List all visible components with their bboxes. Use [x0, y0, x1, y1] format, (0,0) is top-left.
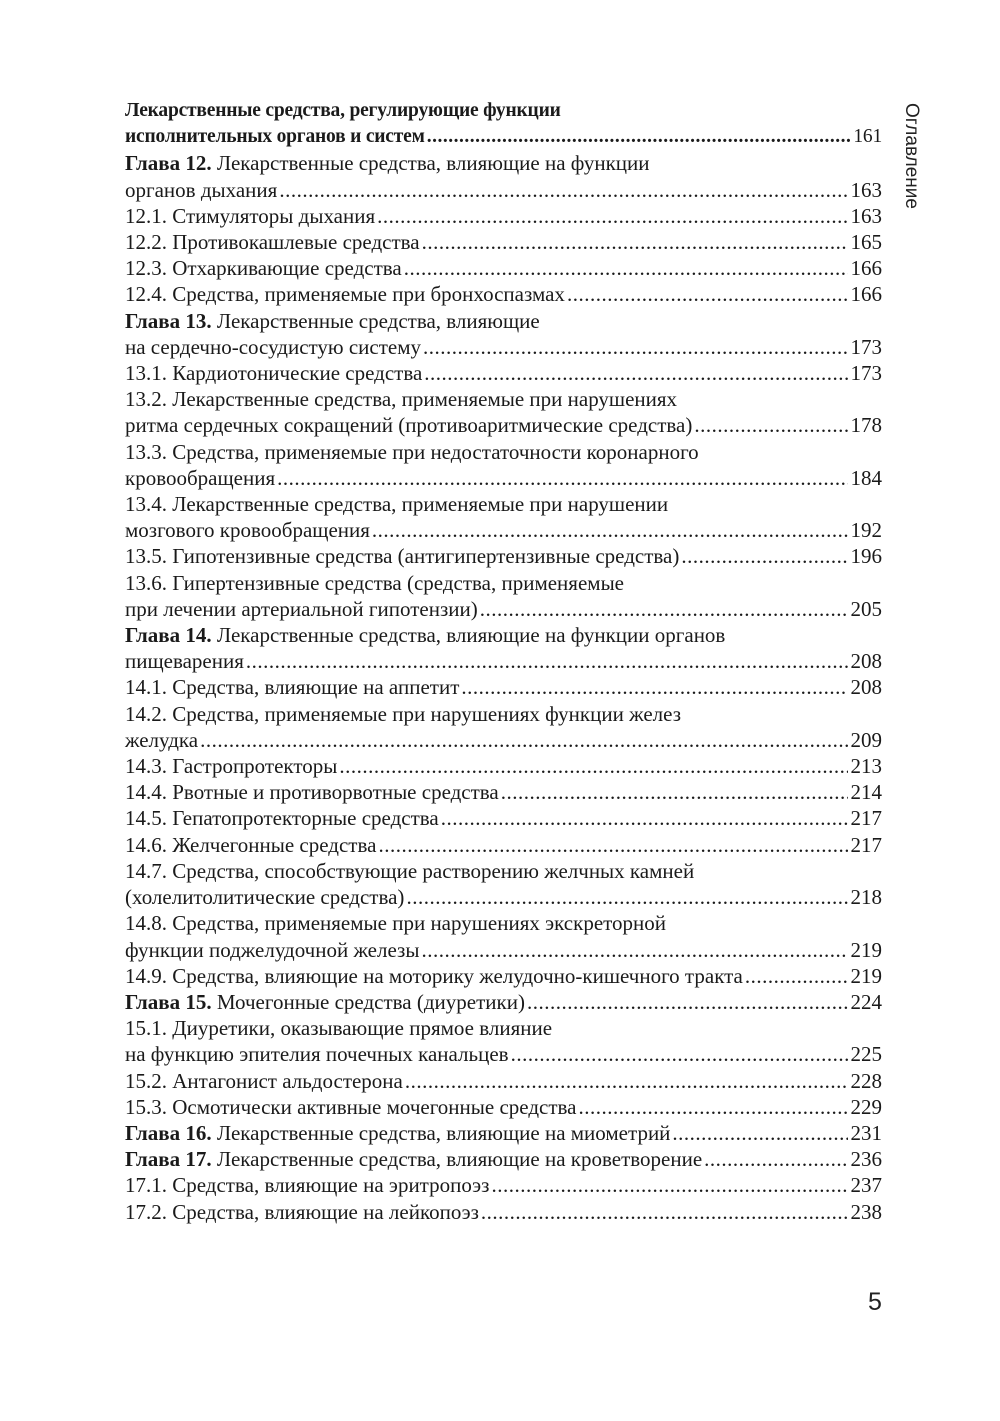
toc-entry-line	[125, 281, 882, 307]
toc-entry[interactable]	[125, 1094, 882, 1120]
toc-entry-line	[125, 1041, 882, 1067]
toc-entry[interactable]	[125, 963, 882, 989]
toc-entry-text: 14.5. Гепатопротекторные средства	[125, 806, 439, 831]
toc-entry-text: 14.3. Гастропротекторы	[125, 754, 338, 779]
toc-entry-line	[125, 779, 882, 805]
toc-page-number: 208	[850, 649, 882, 674]
toc-entry[interactable]	[125, 701, 882, 753]
dot-leader	[423, 334, 847, 360]
dot-leader	[422, 229, 848, 255]
dot-leader	[427, 124, 851, 150]
toc-page-number: 161	[853, 126, 882, 148]
dot-leader	[672, 1120, 847, 1146]
toc-page-number: 214	[850, 780, 882, 805]
toc-entry-text: 12.4. Средства, применяемые при бронхоспазмах	[125, 282, 565, 307]
toc-entry-text: Лекарственные средства, влияющие на кроветворение	[211, 1147, 703, 1172]
toc-entry-text: 17.2. Средства, влияющие на лейкопоэз	[125, 1199, 479, 1224]
dot-leader	[578, 1094, 847, 1120]
toc-entry-line	[125, 727, 882, 753]
toc-entry-text: (холелитолитические средства)	[125, 885, 405, 910]
toc-page-number: 218	[850, 885, 882, 910]
toc-entry[interactable]	[125, 622, 882, 674]
chapter-label: Глава 13.	[125, 308, 212, 333]
toc-entry-text: 14.6. Желчегонные средства	[125, 832, 377, 857]
toc-page-number: 166	[850, 282, 882, 307]
toc-entry-text: на сердечно-сосудистую систему	[125, 334, 422, 359]
toc-page-number: 209	[850, 727, 882, 752]
toc-entry-line	[125, 1015, 882, 1041]
toc-page-number: 231	[850, 1120, 882, 1145]
dot-leader	[567, 281, 848, 307]
dot-leader	[377, 203, 847, 229]
toc-entry-line	[125, 150, 882, 176]
toc-entry-line	[125, 884, 882, 910]
dot-leader	[405, 1068, 848, 1094]
chapter-label: Глава 14.	[125, 623, 212, 648]
toc-entry[interactable]	[125, 570, 882, 622]
toc-entry-text: мозгового кровообращения	[125, 518, 370, 543]
chapter-label: Глава 15.	[125, 989, 212, 1014]
toc-entry-line	[125, 439, 882, 465]
toc-page-number: 219	[850, 937, 882, 962]
toc-page-number: 238	[850, 1199, 882, 1224]
dot-leader	[491, 1172, 847, 1198]
dot-leader	[200, 727, 847, 753]
toc-entry-line	[125, 491, 882, 517]
toc-entry-line	[125, 858, 882, 884]
dot-leader	[481, 1199, 848, 1225]
toc-entry-text: Лекарственные средства, влияющие	[211, 308, 540, 333]
chapter-label: Глава 16.	[125, 1120, 212, 1145]
toc-entry[interactable]	[125, 1120, 882, 1146]
toc-entry-text: 14.4. Рвотные и противорвотные средства	[125, 780, 499, 805]
toc-entry-line	[125, 1146, 882, 1172]
toc-entry-line	[125, 963, 882, 989]
toc-entry-text: 14.1. Средства, влияющие на аппетит	[125, 675, 460, 700]
toc-entry-line	[125, 753, 882, 779]
toc-entry[interactable]	[125, 753, 882, 779]
toc-entry[interactable]	[125, 281, 882, 307]
toc-page-number: 165	[850, 230, 882, 255]
toc-entry[interactable]	[125, 1146, 882, 1172]
toc-entry-text: 12.2. Противокашлевые средства	[125, 230, 420, 255]
toc-entry-text: 12.3. Отхаркивающие средства	[125, 256, 402, 281]
toc-page-number: 173	[850, 361, 882, 386]
toc-page-number: 196	[850, 544, 882, 569]
toc-entry[interactable]	[125, 150, 882, 202]
toc-entry-line	[125, 360, 882, 386]
dot-leader	[279, 177, 847, 203]
toc-entry-line	[125, 805, 882, 831]
toc-entry[interactable]	[125, 98, 882, 150]
toc-entry-line	[125, 517, 882, 543]
dot-leader	[372, 517, 848, 543]
toc-entry-line	[125, 596, 882, 622]
page-number: 5	[868, 1288, 882, 1316]
toc-entry-text: 14.9. Средства, влияющие на моторику желудочно-кишечного тракта	[125, 963, 743, 988]
toc-entry-line	[125, 1120, 882, 1146]
toc-page-number: 225	[850, 1042, 882, 1067]
toc-page-number: 217	[850, 832, 882, 857]
chapter-label: Глава 12.	[125, 151, 212, 176]
toc-entry[interactable]	[125, 386, 882, 438]
toc-entry-text: 14.7. Средства, способствующие растворению желчных камней	[125, 858, 695, 883]
dot-leader	[694, 412, 847, 438]
toc-entry-line	[125, 98, 882, 124]
toc-entry-line	[125, 648, 882, 674]
dot-leader	[501, 779, 848, 805]
toc-entry-text: органов дыхания	[125, 177, 278, 202]
toc-page-number: 178	[850, 413, 882, 438]
toc-page-number: 205	[850, 596, 882, 621]
toc-entry-text: на функцию эпителия почечных канальцев	[125, 1042, 509, 1067]
toc-entry[interactable]	[125, 543, 882, 569]
toc-entry[interactable]	[125, 255, 882, 281]
dot-leader	[406, 884, 847, 910]
toc-page-number: 219	[850, 963, 882, 988]
table-of-contents	[125, 98, 882, 1225]
toc-entry[interactable]	[125, 910, 882, 962]
toc-entry-text: кровообращения	[125, 465, 276, 490]
toc-page-number: 208	[850, 675, 882, 700]
dot-leader	[441, 805, 848, 831]
toc-page-number: 184	[850, 465, 882, 490]
toc-entry-text: функции поджелудочной железы	[125, 937, 420, 962]
toc-entry-text: Лекарственные средства, регулирующие функции	[125, 100, 561, 121]
toc-entry-text: 13.3. Средства, применяемые при недостаточности коронарного	[125, 439, 699, 464]
toc-page-number: 229	[850, 1094, 882, 1119]
toc-entry-line	[125, 1068, 882, 1094]
toc-entry-line	[125, 203, 882, 229]
toc-entry[interactable]	[125, 308, 882, 360]
toc-page-number: 237	[850, 1173, 882, 1198]
toc-entry-line	[125, 674, 882, 700]
toc-entry-text: 14.8. Средства, применяемые при нарушениях экскреторной	[125, 911, 667, 936]
toc-entry-text: желудка	[125, 727, 199, 752]
toc-entry-text: 15.3. Осмотически активные мочегонные средства	[125, 1094, 577, 1119]
toc-entry-text: 13.2. Лекарственные средства, применяемые при нарушениях	[125, 387, 678, 412]
toc-page-number: 224	[850, 989, 882, 1014]
toc-entry-line	[125, 622, 882, 648]
toc-entry[interactable]	[125, 832, 882, 858]
toc-entry-line	[125, 701, 882, 727]
toc-entry-text: Лекарственные средства, влияющие на миометрий	[211, 1120, 671, 1145]
toc-entry[interactable]	[125, 229, 882, 255]
toc-entry-text: 17.1. Средства, влияющие на эритропоэз	[125, 1173, 490, 1198]
toc-page-number: 192	[850, 518, 882, 543]
toc-page-number: 166	[850, 256, 882, 281]
toc-entry[interactable]	[125, 858, 882, 910]
toc-page-number: 163	[850, 177, 882, 202]
dot-leader	[480, 596, 848, 622]
toc-entry-text: 12.1. Стимуляторы дыхания	[125, 203, 376, 228]
toc-entry-line	[125, 989, 882, 1015]
toc-entry-text: Лекарственные средства, влияющие на функции органов	[211, 623, 726, 648]
dot-leader	[745, 963, 848, 989]
toc-entry[interactable]	[125, 1172, 882, 1198]
toc-page-number: 236	[850, 1147, 882, 1172]
toc-entry-line	[125, 229, 882, 255]
toc-entry[interactable]	[125, 439, 882, 491]
toc-entry-line	[125, 334, 882, 360]
dot-leader	[424, 360, 847, 386]
toc-page-number: 217	[850, 806, 882, 831]
toc-entry[interactable]	[125, 1068, 882, 1094]
toc-entry-text: 13.4. Лекарственные средства, применяемые при нарушении	[125, 492, 669, 517]
toc-entry-line	[125, 1172, 882, 1198]
toc-entry-text: 15.1. Диуретики, оказывающие прямое влияние	[125, 1016, 553, 1041]
toc-entry-line	[125, 543, 882, 569]
dot-leader	[378, 832, 847, 858]
dot-leader	[511, 1041, 848, 1067]
toc-page-number: 173	[850, 334, 882, 359]
toc-entry-text: 13.6. Гипертензивные средства (средства, применяемые	[125, 570, 624, 595]
toc-entry-line	[125, 308, 882, 334]
chapter-label: Глава 17.	[125, 1147, 212, 1172]
toc-entry-line	[125, 937, 882, 963]
dot-leader	[404, 255, 848, 281]
toc-entry[interactable]	[125, 1015, 882, 1067]
toc-entry-text: ритма сердечных сокращений (противоаритмические средства)	[125, 413, 693, 438]
toc-entry[interactable]	[125, 805, 882, 831]
toc-page-number: 213	[850, 754, 882, 779]
toc-entry-text: 15.2. Антагонист альдостерона	[125, 1068, 403, 1093]
toc-entry-line	[125, 255, 882, 281]
toc-entry[interactable]	[125, 491, 882, 543]
toc-page-number: 163	[850, 203, 882, 228]
toc-entry[interactable]	[125, 203, 882, 229]
toc-entry-text: исполнительных органов и систем	[125, 126, 425, 148]
dot-leader	[339, 753, 847, 779]
toc-entry-line	[125, 412, 882, 438]
toc-entry-line	[125, 570, 882, 596]
toc-entry-text: 14.2. Средства, применяемые при нарушениях функции желез	[125, 701, 681, 726]
toc-entry-text: 13.1. Кардиотонические средства	[125, 361, 423, 386]
dot-leader	[277, 465, 847, 491]
toc-entry-line	[125, 1094, 882, 1120]
running-header-label: Оглавление	[901, 103, 922, 209]
toc-entry-text: пищеварения	[125, 649, 244, 674]
toc-entry-text: при лечении артериальной гипотензии)	[125, 596, 478, 621]
toc-entry[interactable]	[125, 360, 882, 386]
toc-page-number: 228	[850, 1068, 882, 1093]
dot-leader	[527, 989, 848, 1015]
dot-leader	[704, 1146, 847, 1172]
toc-entry-text: Мочегонные средства (диуретики)	[211, 989, 525, 1014]
toc-entry[interactable]	[125, 674, 882, 700]
toc-entry[interactable]	[125, 779, 882, 805]
toc-entry-line	[125, 832, 882, 858]
toc-entry-line	[125, 465, 882, 491]
toc-entry-line	[125, 1199, 882, 1225]
toc-entry-line	[125, 386, 882, 412]
dot-leader	[246, 648, 848, 674]
toc-entry-line	[125, 177, 882, 203]
dot-leader	[461, 674, 847, 700]
toc-entry-text: 13.5. Гипотензивные средства (антигипертензивные средства)	[125, 544, 680, 569]
toc-entry[interactable]	[125, 1199, 882, 1225]
toc-entry-line	[125, 124, 882, 150]
toc-entry-line	[125, 910, 882, 936]
dot-leader	[681, 543, 847, 569]
toc-entry[interactable]	[125, 989, 882, 1015]
dot-leader	[421, 937, 847, 963]
toc-entry-text: Лекарственные средства, влияющие на функции	[211, 151, 650, 176]
